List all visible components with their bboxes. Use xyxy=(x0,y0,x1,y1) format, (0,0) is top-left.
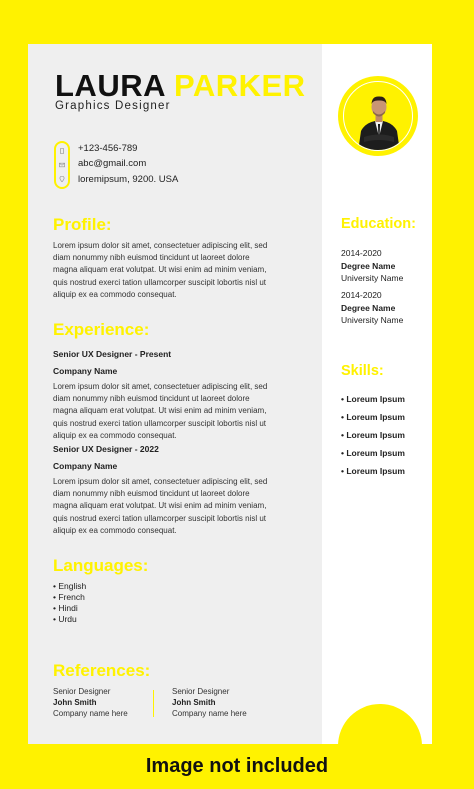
location-icon xyxy=(59,176,65,182)
text-line: Lorem ipsum dolor sit amet, consectetuer adipiscing elit, sed xyxy=(53,241,268,250)
text-line: aliquip ex ea commodo consequat. xyxy=(53,430,177,440)
education-degree: Degree Name xyxy=(341,260,396,271)
education-school: University Name xyxy=(341,273,404,283)
reference-card xyxy=(172,686,247,720)
text-line: diam nonummy nibh euismod tincidunt ut laoreet dolore xyxy=(53,394,250,404)
job-company: Company Name xyxy=(53,461,118,471)
person-photo-icon xyxy=(344,82,413,151)
reference-name: John Smith xyxy=(53,698,97,708)
skill-item: • Loreum Ipsum xyxy=(341,466,405,476)
references-title: References: xyxy=(53,661,151,680)
job-role: Senior UX Designer - Present xyxy=(53,349,172,359)
experience-title: Experience: xyxy=(53,320,150,339)
profile-text xyxy=(53,240,311,301)
contact-icon-bar xyxy=(54,141,70,189)
job-company: Company Name xyxy=(53,366,118,376)
reference-card xyxy=(53,686,128,720)
education-title: Education: xyxy=(341,216,416,232)
skill-item: • Loreum Ipsum xyxy=(341,448,405,458)
text-line: aliquip ex ea commodo consequat. xyxy=(53,289,177,299)
text-line: quis nostrud exerci tation ullamcorper suscipit lobortis nisl ut xyxy=(53,277,266,287)
education-years: 2014-2020 xyxy=(341,248,382,258)
education-entry xyxy=(341,289,403,327)
education-degree: Degree Name xyxy=(341,302,396,313)
list-item: • Urdu xyxy=(53,614,77,624)
resume-sheet xyxy=(28,44,432,744)
skill-item: • Loreum Ipsum xyxy=(341,394,405,404)
list-item: • French xyxy=(53,592,85,602)
profile-title: Profile: xyxy=(53,215,112,234)
reference-position: Senior Designer xyxy=(53,687,111,696)
footer-note: Image not included xyxy=(145,755,329,777)
languages-title: Languages: xyxy=(53,556,149,575)
text-line: diam nonummy nibh euismod tincidunt ut laoreet dolore xyxy=(53,489,250,499)
reference-position: Senior Designer xyxy=(172,687,230,696)
languages-list xyxy=(53,581,86,625)
phone-icon xyxy=(59,148,65,154)
text-line: Lorem ipsum dolor sit amet, consectetuer adipiscing elit, sed xyxy=(53,382,268,391)
contact-address: loremipsum, 9200. USA xyxy=(78,174,179,185)
job-description xyxy=(53,381,311,442)
reference-company: Company name here xyxy=(172,709,247,719)
text-line: quis nostrud exerci tation ullamcorper suscipit lobortis nisl ut xyxy=(53,513,266,523)
text-line: magna aliquam erat volutpat. Ut wisi enim ad minim veniam, xyxy=(53,406,267,416)
skill-item: • Loreum Ipsum xyxy=(341,412,405,422)
list-item: • Hindi xyxy=(53,603,78,613)
education-years: 2014-2020 xyxy=(341,290,382,300)
contact-email: abc@gmail.com xyxy=(78,158,147,169)
mail-icon xyxy=(59,162,65,168)
text-line: magna aliquam erat volutpat. Ut wisi enim ad minim veniam, xyxy=(53,265,267,275)
first-name: LAURA xyxy=(55,68,165,103)
education-school: University Name xyxy=(341,315,404,325)
profile-photo xyxy=(343,81,413,151)
text-line: magna aliquam erat volutpat. Ut wisi enim ad minim veniam, xyxy=(53,501,267,511)
contact-phone: +123-456-789 xyxy=(78,143,138,154)
job-title: Graphics Designer xyxy=(55,100,171,112)
education-entry xyxy=(341,247,403,285)
reference-company: Company name here xyxy=(53,709,128,719)
text-line: quis nostrud exerci tation ullamcorper suscipit lobortis nisl ut xyxy=(53,418,266,428)
last-name: PARKER xyxy=(173,68,306,103)
reference-name: John Smith xyxy=(172,698,216,708)
job-role: Senior UX Designer - 2022 xyxy=(53,444,159,454)
list-item: • English xyxy=(53,581,87,591)
text-line: diam nonummy nibh euismod tincidunt ut laoreet dolore xyxy=(53,253,250,263)
skills-title: Skills: xyxy=(341,363,384,379)
text-line: aliquip ex ea commodo consequat. xyxy=(53,525,177,535)
skill-item: • Loreum Ipsum xyxy=(341,430,405,440)
resume-name xyxy=(55,68,306,104)
text-line: Lorem ipsum dolor sit amet, consectetuer adipiscing elit, sed xyxy=(53,477,268,486)
job-description xyxy=(53,476,311,537)
reference-divider xyxy=(153,690,154,717)
